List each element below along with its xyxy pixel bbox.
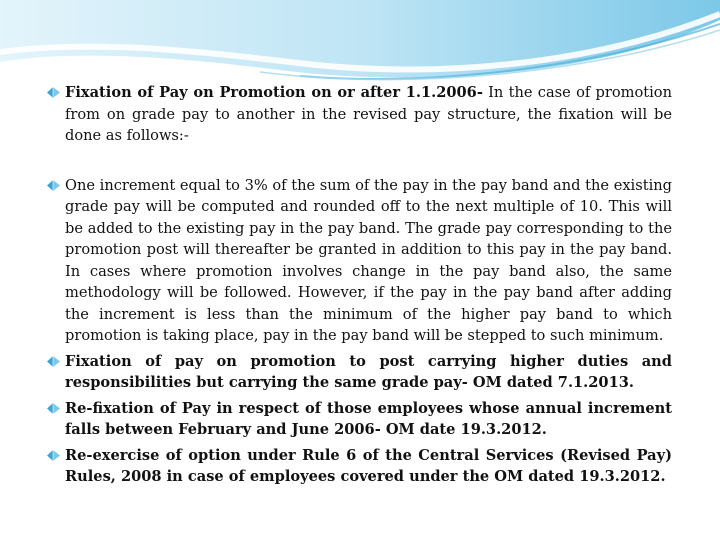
diamond-bullet-icon: [46, 179, 61, 192]
diamond-bullet-icon: [46, 86, 61, 99]
header-wave-decoration: [0, 0, 720, 90]
bullet-item-same-grade-pay: [46, 351, 672, 394]
diamond-bullet-icon: [46, 449, 61, 462]
bullet-text: One increment equal to 3% of the sum of the pay in the pay band and the existing grade pay will be computed and rounded off to the next multiple of 10. This will be added to the existing pay in the pay band. The grade pay corresponding to the promotion post will thereafter be granted in addition to this pay in the pay band. In cases where promotion involves change in the pay band also, the same methodology will be followed. However, if the pay in the pay band after adding the increment is less than the minimum of the higher pay band to which promotion is taking place, pay in the pay band will be stepped to such minimum.: [65, 176, 672, 344]
bullet-item-re-exercise-option: [46, 445, 672, 488]
bullet-text: In the case of promotion from on grade pay to another in the revised pay structure, the fixation will be done as follows:-: [65, 84, 672, 144]
diamond-bullet-icon: [46, 402, 61, 415]
bullet-heading: Re-fixation of Pay in respect of those employees whose annual increment falls between February and June 2006- OM date 19.3.2012.: [65, 399, 672, 438]
bullet-item-refixation: [46, 398, 672, 441]
bullet-heading: Fixation of pay on promotion to post carrying higher duties and responsibilities but carrying the same grade pay- OM dated 7.1.2013.: [65, 352, 672, 391]
bullet-heading: Re-exercise of option under Rule 6 of the Central Services (Revised Pay) Rules, 2008 in case of employees covered under the OM dated 19.3.2012.: [65, 446, 672, 485]
bullet-item-fixation-on-promotion: [46, 82, 672, 147]
bullet-heading: Fixation of Pay on Promotion on or after 1.1.2006-: [65, 84, 483, 101]
slide-content: [46, 82, 672, 488]
diamond-bullet-icon: [46, 355, 61, 368]
bullet-item-increment-rule: [46, 175, 672, 347]
